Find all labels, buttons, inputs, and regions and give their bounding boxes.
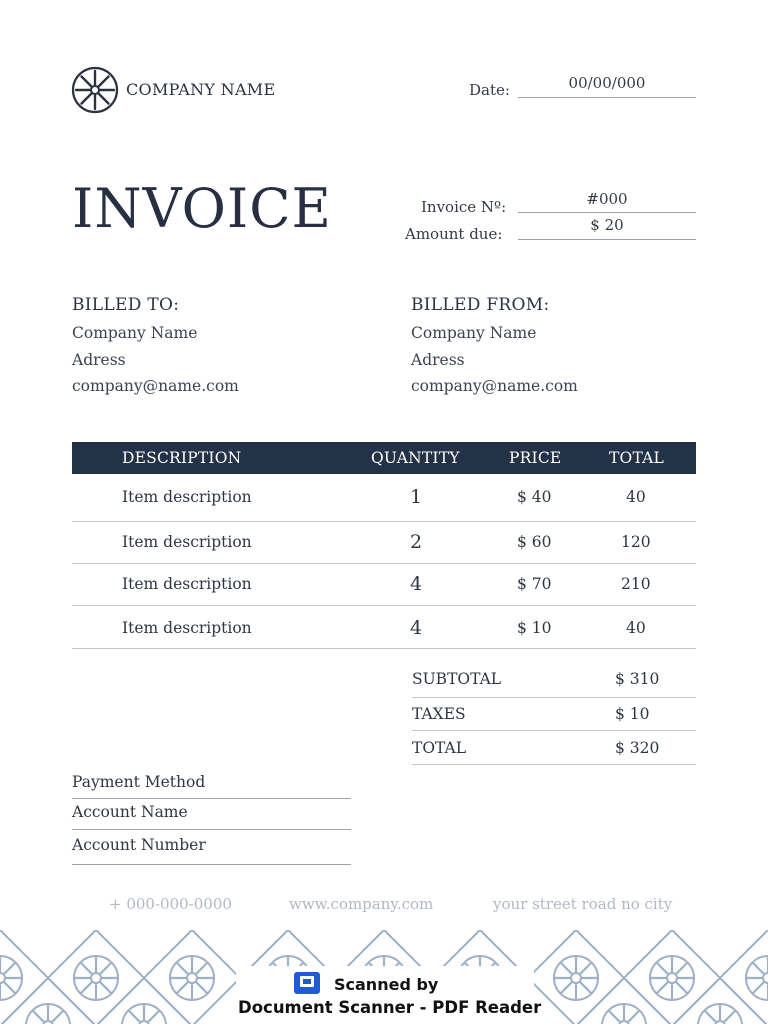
billed-from-email: company@name.com bbox=[411, 377, 578, 395]
billed-to-block bbox=[72, 320, 239, 400]
billed-from-address: Adress bbox=[411, 350, 465, 369]
scanner-badge-app-name: Document Scanner - PDF Reader bbox=[238, 998, 542, 1017]
billed-to-email: company@name.com bbox=[72, 377, 239, 395]
date-label: Date: bbox=[469, 81, 510, 99]
total-value: $ 320 bbox=[615, 739, 660, 757]
row-quantity: 4 bbox=[410, 573, 423, 595]
billed-from-block bbox=[411, 320, 578, 400]
header-description: DESCRIPTION bbox=[122, 449, 242, 467]
header-price: PRICE bbox=[509, 449, 562, 467]
payment-divider bbox=[72, 864, 351, 865]
row-divider bbox=[72, 648, 696, 649]
taxes-value: $ 10 bbox=[615, 705, 650, 723]
date-underline bbox=[518, 97, 696, 98]
billed-to-name: Company Name bbox=[72, 324, 198, 342]
items-table-header bbox=[72, 442, 696, 474]
footer-website: www.company.com bbox=[289, 895, 434, 913]
row-price: $ 10 bbox=[517, 619, 552, 637]
row-description: Item description bbox=[122, 533, 252, 551]
row-description: Item description bbox=[122, 488, 252, 506]
taxes-label: TAXES bbox=[412, 705, 466, 723]
row-quantity: 4 bbox=[410, 617, 423, 639]
row-total: 120 bbox=[621, 533, 651, 551]
table-row bbox=[72, 474, 696, 521]
row-price: $ 60 bbox=[517, 533, 552, 551]
amount-due-value: $ 20 bbox=[590, 216, 624, 234]
row-description: Item description bbox=[122, 619, 252, 637]
total-label: TOTAL bbox=[412, 739, 467, 757]
date-value: 00/00/000 bbox=[568, 74, 646, 92]
payment-divider bbox=[72, 798, 351, 799]
header-total: TOTAL bbox=[609, 449, 665, 467]
row-quantity: 1 bbox=[410, 486, 423, 508]
row-quantity: 2 bbox=[410, 531, 423, 553]
footer-phone: + 000-000-0000 bbox=[109, 895, 232, 913]
subtotal-label: SUBTOTAL bbox=[412, 670, 502, 688]
summary-divider bbox=[412, 764, 696, 765]
billed-to-address: Adress bbox=[72, 350, 126, 369]
account-number-label: Account Number bbox=[72, 836, 206, 854]
account-name-label: Account Name bbox=[72, 803, 188, 821]
row-description: Item description bbox=[122, 575, 252, 593]
footer-address: your street road no city bbox=[493, 895, 673, 913]
invoice-number-underline bbox=[518, 212, 696, 213]
invoice-number-value: #000 bbox=[586, 190, 628, 208]
row-total: 40 bbox=[626, 619, 646, 637]
scanner-badge-title: Scanned by bbox=[334, 975, 439, 994]
subtotal-value: $ 310 bbox=[615, 670, 660, 688]
billed-to-heading: BILLED TO: bbox=[72, 295, 180, 315]
scanner-app-icon bbox=[294, 972, 320, 994]
table-row bbox=[72, 605, 696, 648]
payment-method-label: Payment Method bbox=[72, 773, 206, 791]
table-row bbox=[72, 563, 696, 605]
invoice-title: INVOICE bbox=[72, 177, 332, 240]
invoice-number-label: Invoice Nº: bbox=[421, 198, 507, 216]
header-quantity: QUANTITY bbox=[371, 449, 460, 467]
amount-due-underline bbox=[518, 239, 696, 240]
row-price: $ 40 bbox=[517, 488, 552, 506]
row-total: 40 bbox=[626, 488, 646, 506]
table-row bbox=[72, 521, 696, 563]
summary-divider bbox=[412, 697, 696, 698]
payment-divider bbox=[72, 829, 351, 830]
summary-divider bbox=[412, 730, 696, 731]
company-logo-icon bbox=[71, 66, 119, 114]
billed-from-heading: BILLED FROM: bbox=[411, 295, 550, 315]
amount-due-label: Amount due: bbox=[405, 225, 503, 243]
billed-from-name: Company Name bbox=[411, 324, 537, 342]
company-name: COMPANY NAME bbox=[126, 80, 276, 99]
row-total: 210 bbox=[621, 575, 651, 593]
row-price: $ 70 bbox=[517, 575, 552, 593]
